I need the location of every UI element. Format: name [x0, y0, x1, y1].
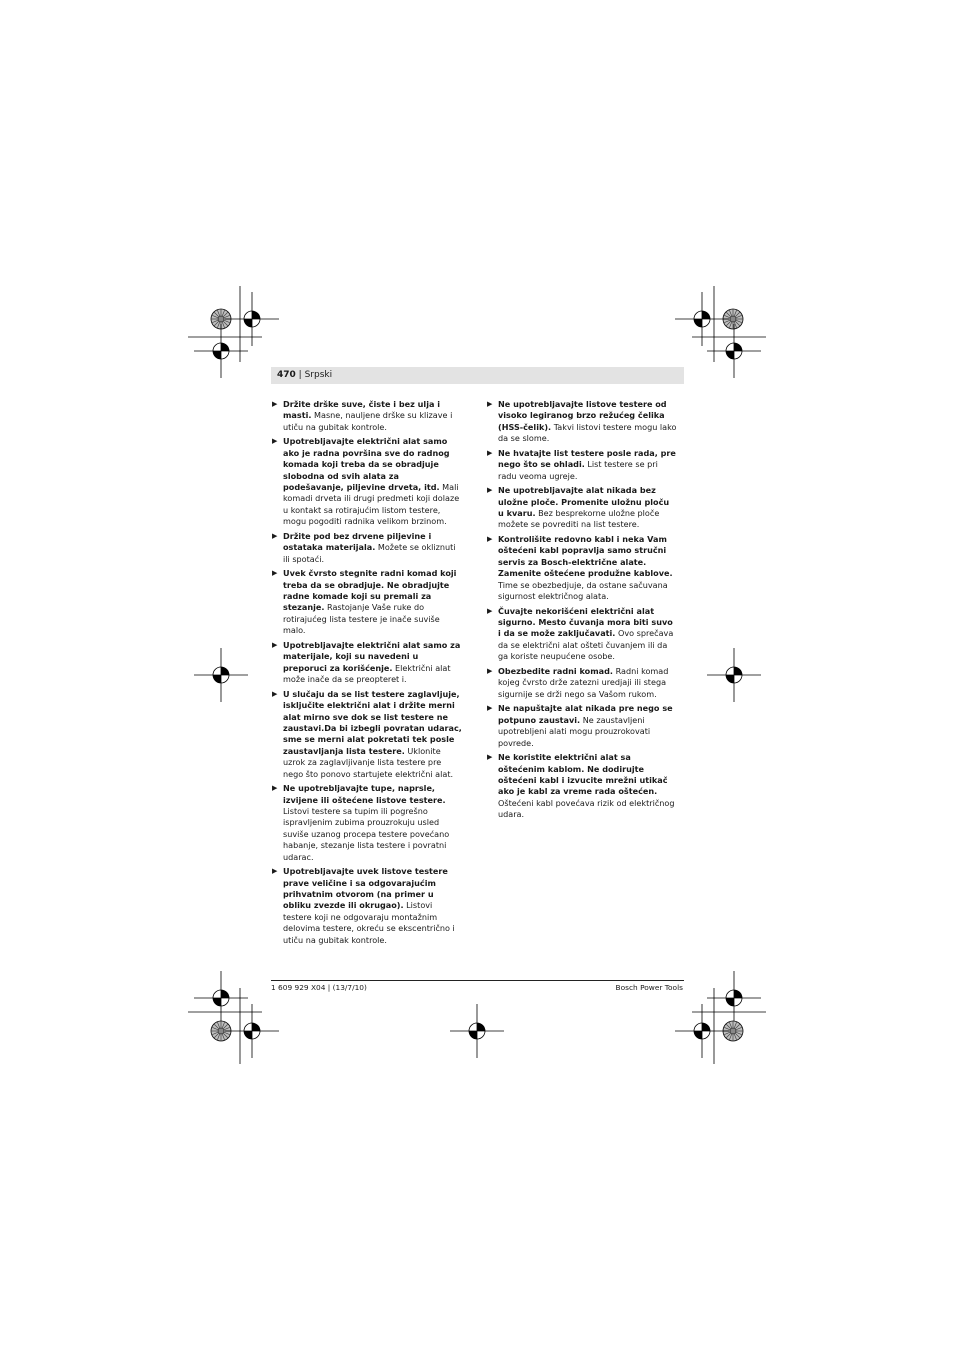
- bullet-arrow-icon: ▶: [487, 400, 493, 408]
- safety-item: ▶ Ne upotrebljavajte listove testere od visoko legiranog brzo režućeg čelika (HSS-čelik). Takvi listovi testere mogu lako da se slome.: [487, 399, 677, 444]
- right-column: [487, 399, 677, 824]
- bullet-arrow-icon: ▶: [272, 400, 278, 408]
- bullet-arrow-icon: ▶: [272, 867, 278, 876]
- footer-doc-code: 1 609 929 X04 | (13/7/10): [271, 983, 367, 992]
- bullet-arrow-icon: ▶: [272, 569, 278, 578]
- safety-item: ▶ Ne upotrebljavajte alat nikada bez uložne ploče. Promenite uložnu ploču u kvaru. Bez besprekorne uložne ploče možete se povrediti na list testere.: [487, 485, 670, 530]
- page-number: 470: [277, 370, 296, 380]
- footer-divider: [271, 980, 684, 981]
- header-language: Srpski: [304, 370, 333, 380]
- left-column: [272, 399, 462, 949]
- safety-item: ▶ Držite drške suve, čiste i bez ulja i masti. Masne, nauljene drške su klizave i utiču na gubitak kontrole.: [272, 399, 453, 432]
- bullet-arrow-icon: ▶: [272, 689, 278, 698]
- safety-item: ▶ Upotrebljavajte električni alat samo za materijale, koji su navedeni u preporuci za korišćenje. Električni alat može inače da se preopteret i.: [272, 639, 461, 685]
- bullet-arrow-icon: ▶: [487, 486, 493, 495]
- footer-brand: Bosch Power Tools: [615, 983, 683, 992]
- safety-item: ▶ Obezbedite radni komad. Radni komad kojeg čvrsto drže zatezni uredjaji ili stega sigurnije se drži nego sa Vašom rukom.: [487, 665, 669, 699]
- safety-item: ▶ U slučaju da se list testere zaglavljuje, isključite električni alat i držite merni alat mirno sve dok se list testere ne zaustavi.Da bi izbegli povratan udarac, sme se merni alat pokretati tek posle zaustavljanja lista testere. Uklonite uzrok za zaglavljivanje lista testere pre nego što ponovo startujete električni alat.: [272, 688, 462, 779]
- header-separator: |: [295, 370, 305, 380]
- safety-item: ▶ Čuvajte nekorišćeni električni alat sigurno. Mesto čuvanja mora biti suvo i da se može zaključavati. Ovo sprečava da se električni alat ošteti čuvanjem ili da ga koriste neupućene osobe.: [487, 605, 674, 662]
- bullet-arrow-icon: ▶: [487, 666, 493, 675]
- safety-item: ▶ Upotrebljavajte uvek listove testere prave veličine i sa odgovarajućim prihvatnim otvorom (na primer u obliku zvezde ili okrugao). Listovi testere koji ne odgovaraju montažnim delovima testere, okreću se ekscentrično i utiču na gubitak kontrole.: [272, 866, 455, 945]
- bullet-arrow-icon: ▶: [487, 448, 493, 457]
- bullet-arrow-icon: ▶: [487, 704, 493, 713]
- safety-item: ▶ Upotrebljavajte električni alat samo ako je radna površina sve do radnog komada koji treba da se obradjuje slobodna od svih alata za podešavanje, piljevine drveta, itd. Mali komadi drveta ili drugi predmeti koji dolaze u kontakt sa rotirajućim listom testere, mogu pogoditi radnika velikom brzinom.: [272, 436, 460, 527]
- bullet-arrow-icon: ▶: [487, 535, 493, 544]
- bullet-arrow-icon: ▶: [272, 437, 278, 446]
- safety-item: ▶ Držite pod bez drvene piljevine i ostataka materijala. Možete se okliznuti ili spotaći.: [272, 530, 456, 564]
- safety-item: ▶ Kontrolišite redovno kabl i neka Vam oštećeni kabl popravlja samo stručni servis za Bosch-električne alate. Zamenite oštećene produžne kablove. Time se obezbedjuje, da ostane sačuvana sigurnost električnog alata.: [487, 534, 673, 602]
- bullet-arrow-icon: ▶: [272, 784, 278, 793]
- bullet-arrow-icon: ▶: [272, 531, 278, 540]
- page-header: [271, 367, 684, 384]
- bullet-arrow-icon: ▶: [487, 753, 493, 762]
- bullet-arrow-icon: ▶: [272, 640, 278, 649]
- safety-item: ▶ Ne napuštajte alat nikada pre nego se potpuno zaustavi. Ne zaustavljeni upotrebljeni alati mogu prouzrokovati povrede.: [487, 703, 673, 748]
- bullet-arrow-icon: ▶: [487, 606, 493, 615]
- safety-item: ▶ Ne upotrebljavajte tupe, naprsle, izvijene ili oštećene listove testere. Listovi testere sa tupim ili pogrešno ispravljenim zubima prouzrokuju usled suviše uzanog procepa testere povećano habanje, stezanje lista testere i povratni udarac.: [272, 783, 450, 862]
- safety-item: ▶ Ne koristite električni alat sa oštećenim kablom. Ne dodirujte oštećeni kabl i izvucite mrežni utikač ako je kabl za vreme rada oštećen. Oštećeni kabl povećava rizik od električnog udara.: [487, 752, 675, 820]
- safety-item: ▶ Ne hvatajte list testere posle rada, pre nego što se ohladi. List testere se pri radu veoma ugreje.: [487, 447, 676, 481]
- safety-item: ▶ Uvek čvrsto stegnite radni komad koji treba da se obradjuje. Ne obradjujte radne komade koji su premali za stezanje. Rastojanje Vaše ruke do rotirajućeg lista testere je inače suviše malo.: [272, 568, 457, 636]
